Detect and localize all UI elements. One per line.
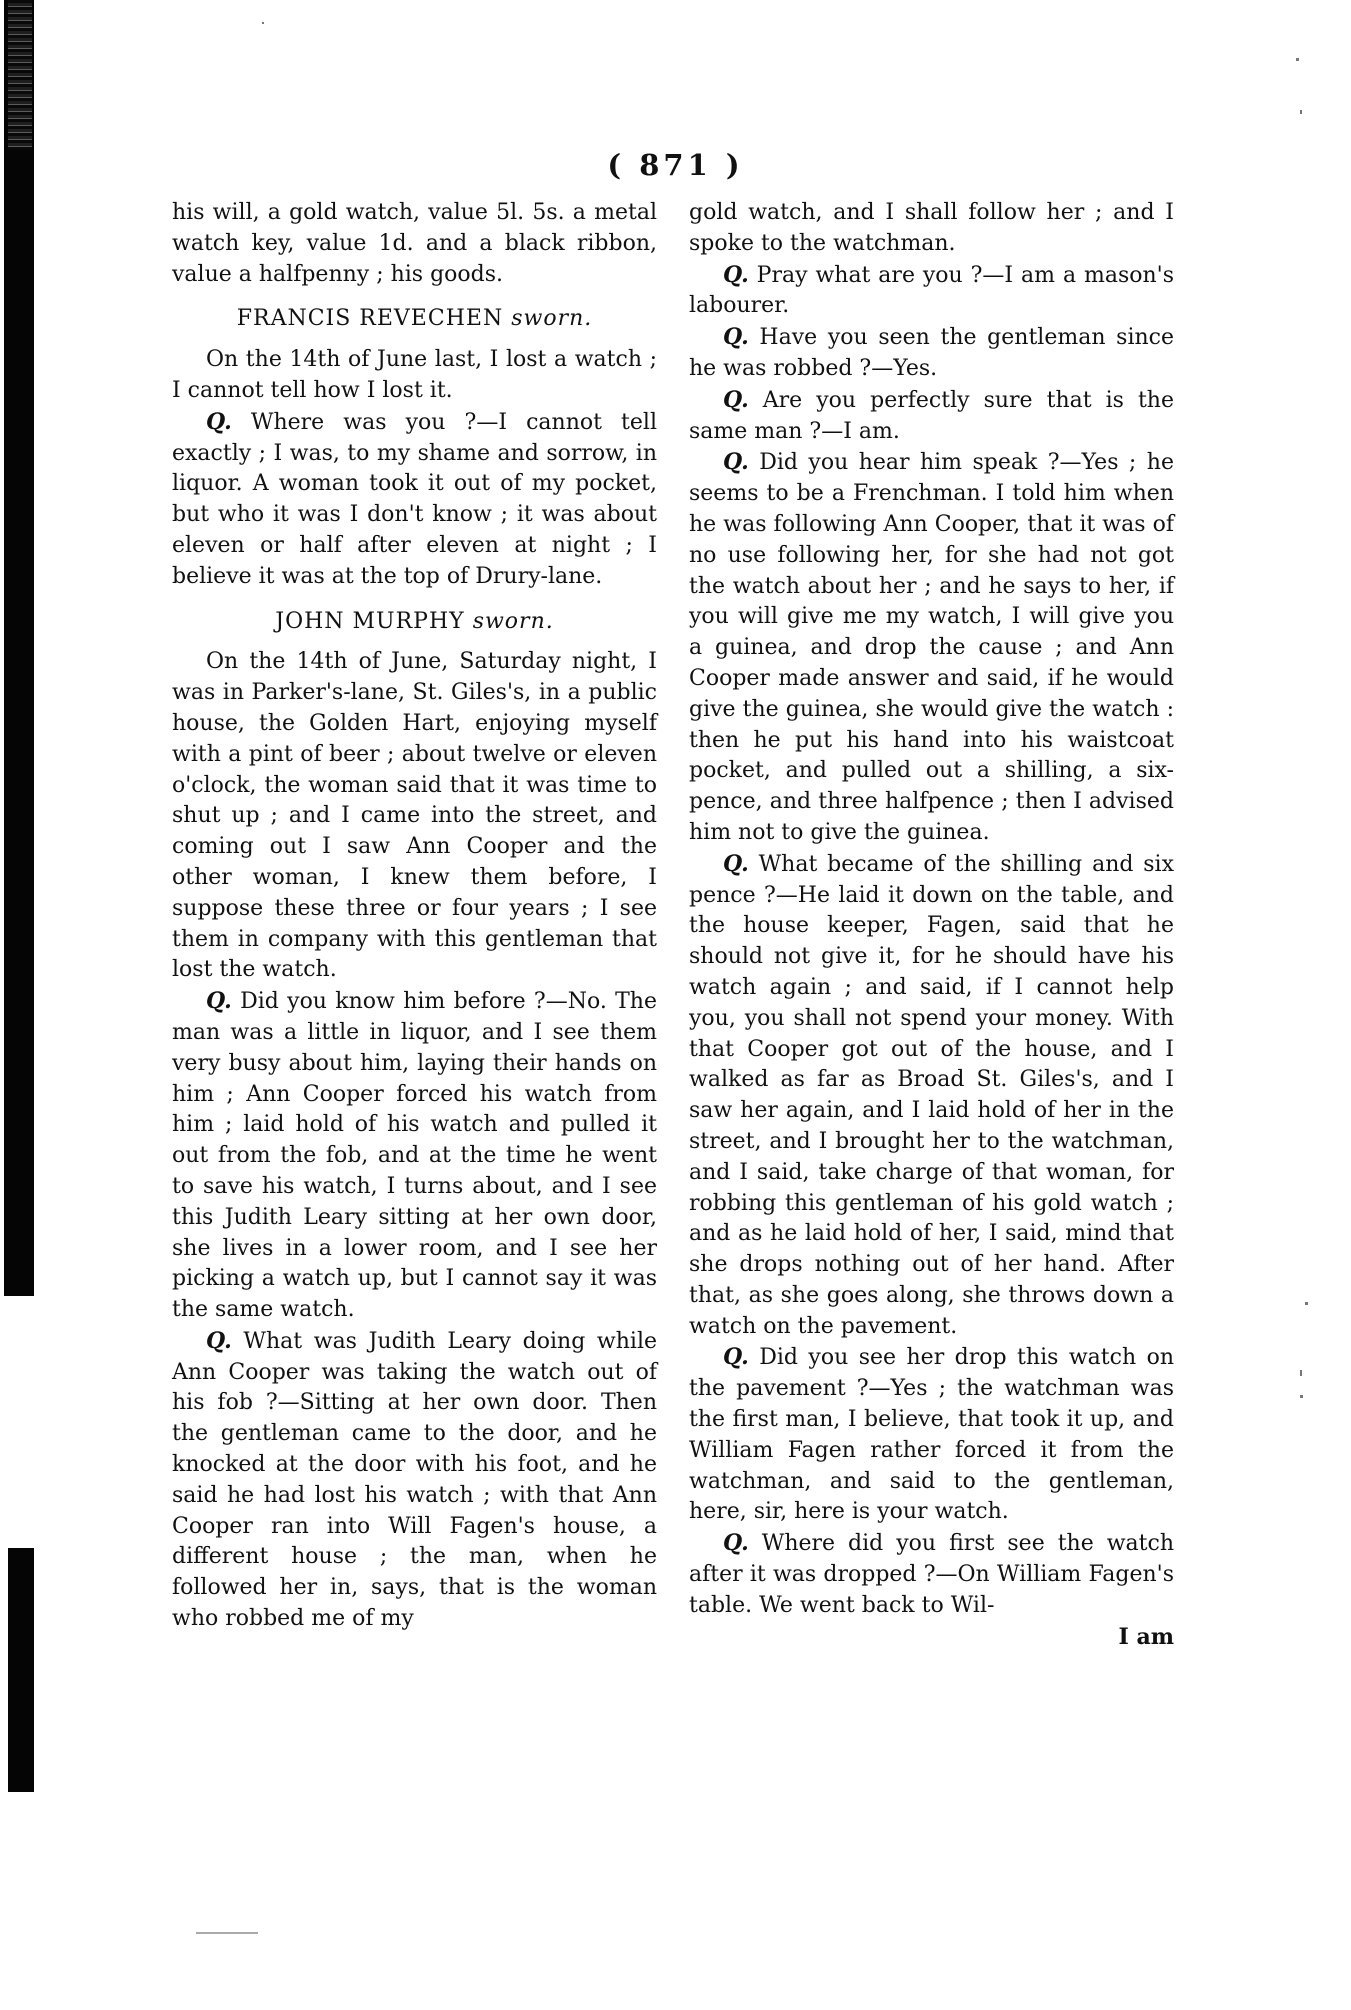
paragraph: On the 14th of June, Saturday night, I was in Parker's-lane, St. Giles's, in a public house, the Golden Hart, enjoying myself with a pint of beer ; about twelve or eleven o'clock, the woman said that it was time to shut up ; and I came into the street, and coming out I saw Ann Cooper and the other woman, I knew them before, I suppose these three or four years ; I see them in company with this gentleman that lost the watch.: [172, 649, 657, 983]
question-paragraph: [689, 1342, 1174, 1528]
left-column: [172, 198, 657, 1635]
question-text: What was Judith Leary doing while Ann Cooper was taking the watch out of his fob ?—Sitting at her own door. Then the gentleman came to the door, and he knocked at the door with his foot, and he said he had lost his watch ; with that Ann Cooper ran into Will Fagen's house, a different house ; the man, when he followed her in, says, that is the woman who robbed me of my: [172, 1328, 657, 1632]
witness-name: FRANCIS REVECHEN: [236, 306, 504, 332]
question-mark: Q.: [723, 1344, 749, 1371]
scan-speck: [196, 1932, 258, 1934]
paragraph: On the 14th of June last, I lost a watch ; I cannot tell how I lost it.: [172, 347, 657, 403]
question-text: Did you hear him speak ?—Yes ; he seems to be a Frenchman. I told him when he was following Ann Cooper, that it was of no use following her, for she had not got the watch about her ; and he says to her, if you will give me my watch, I will give you a guinea, and drop the cause ; and Ann Cooper made answer and said, if he would give the guinea, she would give the watch : then he put his hand into his waistcoat pocket, and pulled out a shilling, a six-pence, and three halfpence ; then I advised him not to give the guinea.: [689, 450, 1174, 845]
question-text: Are you perfectly sure that is the same man ?—I am.: [689, 387, 1175, 444]
question-paragraph: [689, 849, 1174, 1343]
question-mark: Q.: [723, 324, 749, 351]
question-mark: Q.: [206, 988, 232, 1015]
question-mark: Q.: [723, 261, 749, 288]
question-text: What became of the shilling and six pence ?—He laid it down on the table, and the house keeper, Fagen, said that he should not give it, for he should have his watch again ; and said, if I cannot help you, you shall not spend your money. With that Cooper got out of the house, and I walked as far as Broad St. Giles's, and I saw her again, and I laid hold of her in the street, and I brought her to the watchman, and I said, take charge of that woman, for robbing this gentleman of his gold watch ; and as he laid hold of her, I said, mind that she drops nothing out of her hand. After that, as she goes along, she throws down a watch on the pavement.: [689, 851, 1174, 1339]
scan-edge-grain: [8, 0, 32, 150]
question-text: Pray what are you ?—I am a mason's labourer.: [689, 262, 1174, 319]
question-paragraph: [172, 407, 657, 593]
scan-edge-shadow-bottom: [8, 1548, 34, 1792]
sworn-label: sworn.: [511, 306, 593, 332]
question-paragraph: [689, 385, 1174, 448]
sworn-label: sworn.: [472, 608, 554, 634]
witness-heading: [172, 304, 657, 335]
paragraph: gold watch, and I shall follow her ; and I spoke to the watchman.: [689, 200, 1174, 256]
question-text: Where was you ?—I cannot tell exactly ; I was, to my shame and sorrow, in liquor. A woman took it out of my pocket, but who it was I don't know ; it was about eleven or half after eleven at night ; I believe it was at the top of Drury-lane.: [172, 409, 657, 589]
question-paragraph: [689, 447, 1174, 848]
scan-edge-shadow-top: [4, 0, 34, 1296]
scan-speck: [1305, 1302, 1308, 1305]
paragraph: his will, a gold watch, value 5l. 5s. a metal watch key, value 1d. and a black ribbon, value a halfpenny ; his goods.: [172, 200, 657, 287]
question-text: Where did you first see the watch after it was dropped ?—On William Fagen's table. We went back to Wil-: [689, 1531, 1174, 1618]
question-paragraph: [172, 1326, 657, 1635]
question-mark: Q.: [723, 449, 749, 476]
right-column: [689, 198, 1174, 1652]
question-paragraph: [689, 322, 1174, 385]
question-mark: Q.: [206, 1327, 232, 1354]
question-mark: Q.: [206, 408, 232, 435]
scan-speck: [1300, 110, 1302, 114]
page-number: ( 871 ): [607, 148, 744, 182]
question-paragraph: [172, 986, 657, 1326]
catchword: I am: [1118, 1623, 1174, 1650]
question-paragraph: [689, 260, 1174, 323]
witness-name: JOHN MURPHY: [275, 608, 465, 634]
scan-speck: [1296, 58, 1299, 61]
witness-heading: [172, 607, 657, 638]
scan-speck: [1300, 1370, 1302, 1376]
scan-speck: [262, 22, 264, 24]
question-text: Did you know him before ?—No. The man was a little in liquor, and I see them very busy about him, laying their hands on him ; Ann Cooper forced his watch from him ; laid hold of his watch and pulled it out from the fob, and at the time he went to save his watch, I turns about, and I see this Judith Leary sitting at her own door, she lives in a lower room, and I see her picking a watch up, but I cannot say it was the same watch.: [172, 989, 657, 1323]
question-mark: Q.: [723, 386, 749, 413]
question-mark: Q.: [723, 1530, 749, 1557]
question-text: Did you see her drop this watch on the pavement ?—Yes ; the watchman was the first man, I believe, that took it up, and William Fagen rather forced it from the watchman, and said to the gentleman, here, sir, here is your watch.: [689, 1345, 1174, 1525]
scan-speck: [1300, 1395, 1303, 1398]
question-text: Have you seen the gentleman since he was robbed ?—Yes.: [689, 325, 1174, 381]
question-mark: Q.: [723, 850, 749, 877]
question-paragraph: [689, 1528, 1174, 1621]
